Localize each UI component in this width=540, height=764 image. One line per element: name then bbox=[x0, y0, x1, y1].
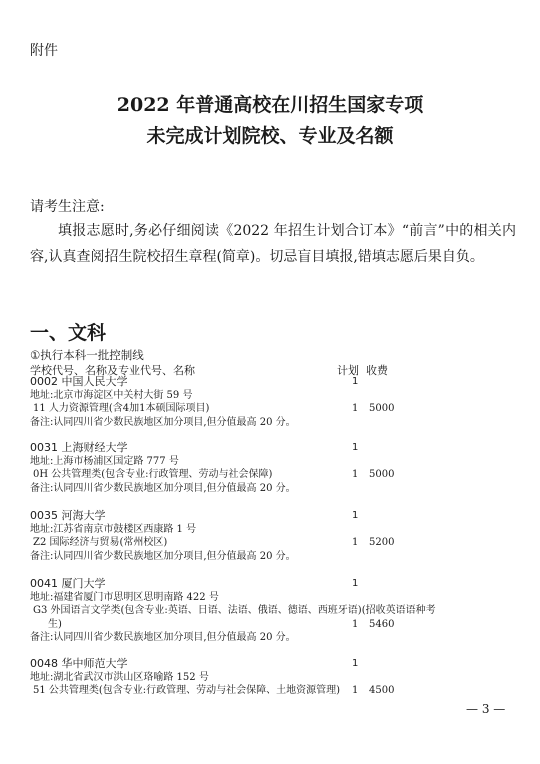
school-name: 0002 中国人民大学 bbox=[30, 375, 128, 388]
school-remark: 认同四川省少数民族地区加分项目,但分值最高 20 分。 bbox=[53, 482, 296, 494]
remark-label: 备注: bbox=[30, 416, 54, 428]
major-fee: 5200 bbox=[369, 537, 395, 548]
school-plan: 1 bbox=[352, 578, 359, 589]
school-name: 0041 厦门大学 bbox=[30, 577, 106, 590]
school-address: 湖北省武汉市洪山区珞喻路 152 号 bbox=[53, 671, 209, 683]
major-fee: 5460 bbox=[369, 618, 395, 630]
notice-heading: 请考生注意: bbox=[30, 199, 105, 215]
school-plan: 1 bbox=[352, 510, 359, 521]
school-entry bbox=[30, 509, 510, 563]
address-label: 地址: bbox=[30, 591, 54, 603]
remark-label: 备注: bbox=[30, 632, 54, 643]
major-text: Z2 国际经济与贸易(常州校区) bbox=[33, 537, 168, 548]
school-plan: 1 bbox=[352, 442, 359, 453]
major-fee: 4500 bbox=[369, 685, 395, 696]
column-header-fee: 收费 bbox=[366, 364, 388, 377]
school-address: 福建省厦门市思明区思明南路 422 号 bbox=[53, 591, 219, 603]
address-label: 地址: bbox=[30, 523, 54, 535]
school-entry bbox=[30, 657, 510, 698]
major-fee: 5000 bbox=[369, 403, 395, 414]
address-label: 地址: bbox=[30, 389, 54, 401]
document-title-line2: 未完成计划院校、专业及名额 bbox=[146, 125, 394, 147]
major-plan: 1 bbox=[352, 685, 359, 696]
column-header-plan: 计划 bbox=[337, 364, 359, 377]
major-plan: 1 bbox=[352, 403, 359, 414]
page-number: — 3 — bbox=[466, 702, 506, 716]
school-plan: 1 bbox=[352, 376, 359, 387]
school-remark: 认同四川省少数民族地区加分项目,但分值最高 20 分。 bbox=[53, 550, 296, 562]
school-name: 0048 华中师范大学 bbox=[30, 657, 128, 670]
address-label: 地址: bbox=[30, 671, 54, 683]
major-text: 51 公共管理类(包含专业:行政管理、劳动与社会保障、土地资源管理) bbox=[33, 685, 341, 696]
school-plan: 1 bbox=[352, 658, 359, 669]
major-plan: 1 bbox=[352, 618, 359, 630]
address-label: 地址: bbox=[30, 455, 54, 467]
major-text: G3 外国语言文学类(包含专业:英语、日语、法语、俄语、德语、西班牙语)(招收英语语种考 bbox=[33, 605, 436, 616]
school-address: 北京市海淀区中关村大街 59 号 bbox=[53, 389, 193, 401]
major-text-continued: 生) bbox=[48, 618, 62, 630]
annex-label: 附件 bbox=[30, 43, 58, 59]
school-name: 0031 上海财经大学 bbox=[30, 441, 128, 454]
major-plan: 1 bbox=[352, 537, 359, 548]
major-text: 11 人力资源管理(含4加1本硕国际项目) bbox=[33, 403, 210, 414]
school-remark: 认同四川省少数民族地区加分项目,但分值最高 20 分。 bbox=[53, 632, 296, 643]
document-title-line1: 2022 年普通高校在川招生国家专项 bbox=[116, 94, 424, 116]
major-text: 0H 公共管理类(包含专业:行政管理、劳动与社会保障) bbox=[33, 469, 273, 480]
school-entry bbox=[30, 577, 510, 645]
notice-paragraph: 填报志愿时,务必仔细阅读《2022 年招生计划合订本》“前言”中的相关内容,认真查阅招生院校招生章程(简章)。切忌盲目填报,错填志愿后果自负。 bbox=[30, 223, 516, 265]
school-entry bbox=[30, 375, 510, 429]
school-address: 江苏省南京市鼓楼区西康路 1 号 bbox=[53, 523, 197, 535]
major-plan: 1 bbox=[352, 469, 359, 480]
section-heading: 一、文科 bbox=[30, 322, 107, 344]
remark-label: 备注: bbox=[30, 482, 54, 494]
major-fee: 5000 bbox=[369, 469, 395, 480]
school-remark: 认同四川省少数民族地区加分项目,但分值最高 20 分。 bbox=[53, 416, 296, 428]
column-header-school: 学校代号、名称及专业代号、名称 bbox=[30, 364, 195, 377]
subsection-heading: ①执行本科一批控制线 bbox=[30, 348, 144, 362]
school-address: 上海市杨浦区国定路 777 号 bbox=[53, 455, 179, 467]
school-entry bbox=[30, 441, 510, 495]
school-name: 0035 河海大学 bbox=[30, 509, 106, 522]
remark-label: 备注: bbox=[30, 550, 54, 562]
